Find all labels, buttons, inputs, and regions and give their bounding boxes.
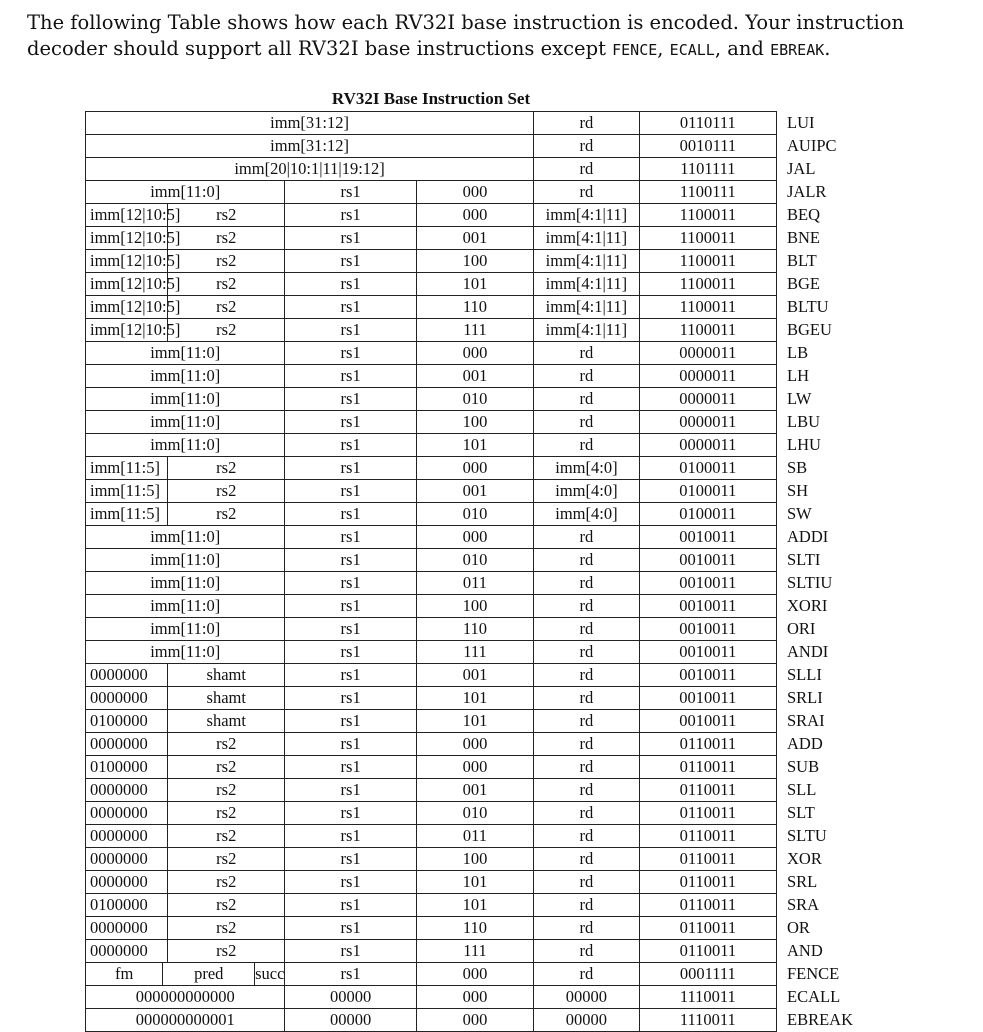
encoding-field: rs1: [285, 572, 416, 595]
encoding-field: rs1: [285, 779, 416, 802]
encoding-field: 000: [416, 181, 533, 204]
table-row: imm[12|10:5] rs2 rs1 100 imm[4:1|11] 1100011 BLT: [86, 250, 777, 273]
encoding-field: rs1: [285, 342, 416, 365]
encoding-field: 000: [416, 733, 533, 756]
encoding-field: rs1: [285, 710, 416, 733]
encoding-field: imm[11:0]: [86, 411, 285, 434]
rd-field: 00000: [534, 986, 640, 1009]
rd-field: rd: [534, 618, 640, 641]
encoding-field: 110: [416, 618, 533, 641]
encoding-field: imm[12|10:5]: [86, 227, 168, 250]
rd-field: rd: [534, 572, 640, 595]
encoding-field: rs1: [285, 641, 416, 664]
opcode-field: 0110011: [639, 940, 776, 963]
table-title: RV32I Base Instruction Set: [331, 89, 531, 108]
table-row: 0100000 shamt rs1 101 rd 0010011 SRAI: [86, 710, 777, 733]
encoding-field: rs2: [168, 756, 285, 779]
table-row: imm[11:5] rs2 rs1 001 imm[4:0] 0100011 SH: [86, 480, 777, 503]
opcode-field: 0000011: [639, 434, 776, 457]
intro-text: The following Table shows how each RV32I base instruction is encoded. Your instruction decoder should support all RV32I base instructions except: [27, 11, 905, 60]
encoding-field: imm[11:0]: [86, 618, 285, 641]
encoding-field: 000: [416, 204, 533, 227]
rd-field: rd: [534, 595, 640, 618]
table-row: imm[11:5] rs2 rs1 010 imm[4:0] 0100011 SW: [86, 503, 777, 526]
table-row: 0100000 rs2 rs1 101 rd 0110011 SRA: [86, 894, 777, 917]
table-row: imm[11:0] rs1 000 rd 1100111 JALR: [86, 181, 777, 204]
rd-field: rd: [534, 641, 640, 664]
opcode-field: 0110011: [639, 917, 776, 940]
encoding-field: rs2: [168, 480, 285, 503]
encoding-field: 100: [416, 848, 533, 871]
encoding-field: rs1: [285, 480, 416, 503]
encoding-field: 0000000: [86, 848, 168, 871]
rd-field: rd: [534, 526, 640, 549]
encoding-field: rs1: [285, 687, 416, 710]
encoding-field: shamt: [168, 664, 285, 687]
encoding-field: rs2: [168, 319, 285, 342]
encoding-field: rs1: [285, 411, 416, 434]
table-row: imm[11:0] rs1 101 rd 0000011 LHU: [86, 434, 777, 457]
opcode-field: 1100011: [639, 296, 776, 319]
rd-field: rd: [534, 963, 640, 986]
encoding-field: 100: [416, 411, 533, 434]
encoding-field: imm[11:0]: [86, 572, 285, 595]
encoding-field: imm[11:0]: [86, 641, 285, 664]
table-row: imm[20|10:1|11|19:12] rd 1101111 JAL: [86, 158, 777, 181]
encoding-field: imm[11:0]: [86, 342, 285, 365]
encoding-field: imm[12|10:5]: [86, 250, 168, 273]
fence-fm-field: fm: [86, 963, 163, 985]
encoding-field: rs2: [168, 250, 285, 273]
rd-field: rd: [534, 894, 640, 917]
rd-field: rd: [534, 733, 640, 756]
table-row: imm[11:0] rs1 111 rd 0010011 ANDI: [86, 641, 777, 664]
opcode-field: 0010011: [639, 687, 776, 710]
opcode-field: 0010011: [639, 595, 776, 618]
encoding-field: rs2: [168, 894, 285, 917]
rd-field: rd: [534, 549, 640, 572]
encoding-field: 000000000000: [86, 986, 285, 1009]
encoding-table-body: [86, 112, 853, 1032]
encoding-field: 0000000: [86, 779, 168, 802]
encoding-field: 0000000: [86, 871, 168, 894]
encoding-field: imm[12|10:5]: [86, 204, 168, 227]
opcode-field: 0110011: [639, 733, 776, 756]
table-row: imm[11:0] rs1 110 rd 0010011 ORI: [86, 618, 777, 641]
encoding-field: rs2: [168, 273, 285, 296]
encoding-field: 111: [416, 641, 533, 664]
opcode-field: 0010011: [639, 526, 776, 549]
opcode-field: 0010011: [639, 664, 776, 687]
encoding-field: imm[31:12]: [86, 135, 534, 158]
encoding-field: rs2: [168, 227, 285, 250]
encoding-field: 00000: [285, 986, 416, 1009]
opcode-field: 1100011: [639, 273, 776, 296]
encoding-field: imm[11:5]: [86, 480, 168, 503]
opcode-field: 0110011: [639, 848, 776, 871]
encoding-field: imm[11:0]: [86, 365, 285, 388]
rd-field: imm[4:1|11]: [534, 273, 640, 296]
encoding-field: 110: [416, 917, 533, 940]
encoding-field: rs1: [285, 733, 416, 756]
encoding-field: rs1: [285, 503, 416, 526]
encoding-field: 110: [416, 296, 533, 319]
table-row: 0100000 rs2 rs1 000 rd 0110011 SUB: [86, 756, 777, 779]
opcode-field: 0100011: [639, 457, 776, 480]
table-row: imm[12|10:5] rs2 rs1 111 imm[4:1|11] 1100011 BGEU: [86, 319, 777, 342]
encoding-field: 011: [416, 572, 533, 595]
rs1-field: rs1: [285, 963, 416, 986]
encoding-field: 000: [416, 1009, 533, 1032]
encoding-field: imm[11:0]: [86, 549, 285, 572]
encoding-field: 0000000: [86, 825, 168, 848]
encoding-field: rs1: [285, 250, 416, 273]
rd-field: rd: [534, 687, 640, 710]
opcode-field: 0000011: [639, 411, 776, 434]
encoding-field: rs1: [285, 457, 416, 480]
opcode-field: 1110011: [639, 986, 776, 1009]
opcode-field: 0010011: [639, 710, 776, 733]
encoding-field: 010: [416, 549, 533, 572]
encoding-field: 000: [416, 457, 533, 480]
table-row: 000000000000 00000 000 00000 1110011 ECALL: [86, 986, 777, 1009]
encoding-field: 0000000: [86, 733, 168, 756]
encoding-field: 0000000: [86, 940, 168, 963]
encoding-field: rs1: [285, 227, 416, 250]
opcode-field: 0001111: [639, 963, 776, 986]
table-row: imm[11:0] rs1 000 rd 0000011 LB: [86, 342, 777, 365]
encoding-field: 111: [416, 940, 533, 963]
table-row: 0000000 rs2 rs1 000 rd 0110011 ADD: [86, 733, 777, 756]
table-row: 0000000 rs2 rs1 010 rd 0110011 SLT: [86, 802, 777, 825]
encoding-field: 001: [416, 227, 533, 250]
opcode-field: 0110011: [639, 756, 776, 779]
table-row: imm[11:0] rs1 100 rd 0000011 LBU: [86, 411, 777, 434]
opcode-field: 1100011: [639, 204, 776, 227]
encoding-field: rs2: [168, 503, 285, 526]
opcode-field: 0110011: [639, 825, 776, 848]
opcode-field: 1101111: [639, 158, 776, 181]
rd-field: rd: [534, 848, 640, 871]
encoding-field: shamt: [168, 687, 285, 710]
intro-code-ecall: ECALL: [669, 41, 715, 59]
encoding-field: 0000000: [86, 802, 168, 825]
rd-field: imm[4:0]: [534, 503, 640, 526]
table-row: 0000000 rs2 rs1 100 rd 0110011 XOR: [86, 848, 777, 871]
rd-field: imm[4:1|11]: [534, 204, 640, 227]
encoding-field: rs2: [168, 779, 285, 802]
encoding-field: rs1: [285, 365, 416, 388]
encoding-field: imm[12|10:5]: [86, 273, 168, 296]
rd-field: rd: [534, 917, 640, 940]
table-row: imm[12|10:5] rs2 rs1 000 imm[4:1|11] 1100011 BEQ: [86, 204, 777, 227]
encoding-field: 000000000001: [86, 1009, 285, 1032]
table-row: 0000000 rs2 rs1 011 rd 0110011 SLTU: [86, 825, 777, 848]
encoding-field: rs2: [168, 457, 285, 480]
encoding-field: 0000000: [86, 687, 168, 710]
rd-field: rd: [534, 434, 640, 457]
intro-code-fence: FENCE: [612, 41, 658, 59]
encoding-field: 001: [416, 664, 533, 687]
encoding-field: rs2: [168, 204, 285, 227]
encoding-field: rs2: [168, 848, 285, 871]
rd-field: rd: [534, 779, 640, 802]
table-row: imm[31:12] rd 0010111 AUIPC: [86, 135, 777, 158]
encoding-field: 0100000: [86, 756, 168, 779]
table-row: 0000000 rs2 rs1 101 rd 0110011 SRL: [86, 871, 777, 894]
encoding-field: rs1: [285, 871, 416, 894]
intro-paragraph: [27, 10, 957, 63]
encoding-field: 001: [416, 365, 533, 388]
opcode-field: 0010011: [639, 618, 776, 641]
table-row: imm[12|10:5] rs2 rs1 110 imm[4:1|11] 1100011 BLTU: [86, 296, 777, 319]
rd-field: rd: [534, 342, 640, 365]
rd-field: rd: [534, 112, 640, 135]
encoding-field: imm[11:5]: [86, 457, 168, 480]
opcode-field: 0110011: [639, 894, 776, 917]
encoding-field: rs2: [168, 871, 285, 894]
encoding-field: rs1: [285, 319, 416, 342]
encoding-field: 010: [416, 802, 533, 825]
rd-field: rd: [534, 756, 640, 779]
rd-field: rd: [534, 158, 640, 181]
encoding-field: shamt: [168, 710, 285, 733]
encoding-field: rs1: [285, 549, 416, 572]
encoding-field: 100: [416, 595, 533, 618]
encoding-field: 000: [416, 526, 533, 549]
opcode-field: 0000011: [639, 342, 776, 365]
table-row: imm[11:0] rs1 001 rd 0000011 LH: [86, 365, 777, 388]
encoding-field: rs2: [168, 825, 285, 848]
encoding-field: 000: [416, 756, 533, 779]
encoding-field: 011: [416, 825, 533, 848]
rd-field: imm[4:0]: [534, 480, 640, 503]
encoding-field: rs2: [168, 296, 285, 319]
rd-field: rd: [534, 825, 640, 848]
rd-field: imm[4:1|11]: [534, 227, 640, 250]
encoding-field: rs1: [285, 204, 416, 227]
encoding-field: 100: [416, 250, 533, 273]
encoding-field: imm[11:5]: [86, 503, 168, 526]
encoding-field: 001: [416, 480, 533, 503]
rd-field: 00000: [534, 1009, 640, 1032]
opcode-field: 0110011: [639, 871, 776, 894]
encoding-field: imm[11:0]: [86, 388, 285, 411]
encoding-field: rs1: [285, 756, 416, 779]
table-row: 0000000 rs2 rs1 110 rd 0110011 OR: [86, 917, 777, 940]
opcode-field: 1100011: [639, 250, 776, 273]
encoding-field: imm[12|10:5]: [86, 296, 168, 319]
table-row: imm[11:0] rs1 010 rd 0010011 SLTI: [86, 549, 777, 572]
table-row: 000000000001 00000 000 00000 1110011 EBREAK: [86, 1009, 777, 1032]
rd-field: rd: [534, 802, 640, 825]
rd-field: rd: [534, 664, 640, 687]
encoding-field: 111: [416, 319, 533, 342]
intro-sep-2: , and: [714, 37, 771, 60]
fence-pred-field: pred: [163, 963, 255, 985]
encoding-field: rs1: [285, 273, 416, 296]
encoding-field: rs1: [285, 894, 416, 917]
opcode-field: 0010011: [639, 549, 776, 572]
encoding-field: imm[11:0]: [86, 526, 285, 549]
encoding-field: 101: [416, 273, 533, 296]
table-row: imm[11:0] rs1 000 rd 0010011 ADDI: [86, 526, 777, 549]
rd-field: rd: [534, 940, 640, 963]
encoding-field: 000: [416, 342, 533, 365]
table-row: imm[11:5] rs2 rs1 000 imm[4:0] 0100011 SB: [86, 457, 777, 480]
encoding-field: rs1: [285, 940, 416, 963]
rd-field: rd: [534, 181, 640, 204]
table-row: 0000000 shamt rs1 101 rd 0010011 SRLI: [86, 687, 777, 710]
encoding-field: imm[11:0]: [86, 181, 285, 204]
encoding-field: 0100000: [86, 894, 168, 917]
encoding-field: 0100000: [86, 710, 168, 733]
opcode-field: 0110011: [639, 802, 776, 825]
encoding-field: rs1: [285, 848, 416, 871]
opcode-field: 0010011: [639, 641, 776, 664]
encoding-field: rs1: [285, 434, 416, 457]
encoding-field: 010: [416, 388, 533, 411]
encoding-field: rs1: [285, 595, 416, 618]
encoding-field: rs1: [285, 802, 416, 825]
encoding-field: rs1: [285, 181, 416, 204]
rd-field: imm[4:0]: [534, 457, 640, 480]
encoding-field: imm[11:0]: [86, 595, 285, 618]
encoding-field: 00000: [285, 1009, 416, 1032]
encoding-field: rs2: [168, 940, 285, 963]
rd-field: rd: [534, 388, 640, 411]
rd-field: imm[4:1|11]: [534, 250, 640, 273]
encoding-field: imm[20|10:1|11|19:12]: [86, 158, 534, 181]
encoding-field: rs1: [285, 526, 416, 549]
encoding-field: 101: [416, 894, 533, 917]
opcode-field: 0000011: [639, 388, 776, 411]
opcode-field: 1100011: [639, 319, 776, 342]
opcode-field: 0100011: [639, 480, 776, 503]
rd-field: imm[4:1|11]: [534, 296, 640, 319]
opcode-field: 0000011: [639, 365, 776, 388]
encoding-field: 000: [416, 986, 533, 1009]
table-row: fm pred succ rs1 000 rd 0001111 FENCE: [86, 963, 777, 986]
opcode-field: 1100011: [639, 227, 776, 250]
encoding-field: 010: [416, 503, 533, 526]
encoding-field: rs2: [168, 733, 285, 756]
rd-field: imm[4:1|11]: [534, 319, 640, 342]
intro-code-ebreak: EBREAK: [770, 41, 825, 59]
encoding-field: imm[11:0]: [86, 434, 285, 457]
encoding-field: rs1: [285, 917, 416, 940]
table-row: imm[11:0] rs1 010 rd 0000011 LW: [86, 388, 777, 411]
rd-field: rd: [534, 871, 640, 894]
rd-field: rd: [534, 710, 640, 733]
encoding-field: 101: [416, 434, 533, 457]
opcode-field: 0010011: [639, 572, 776, 595]
encoding-field: imm[31:12]: [86, 112, 534, 135]
encoding-field: imm[12|10:5]: [86, 319, 168, 342]
table-row: imm[12|10:5] rs2 rs1 101 imm[4:1|11] 1100011 BGE: [86, 273, 777, 296]
opcode-field: 0110011: [639, 779, 776, 802]
rd-field: rd: [534, 365, 640, 388]
encoding-field: rs2: [168, 802, 285, 825]
encoding-field: 0000000: [86, 664, 168, 687]
rd-field: rd: [534, 411, 640, 434]
fence-fields-cell: [86, 963, 285, 986]
table-row: imm[12|10:5] rs2 rs1 001 imm[4:1|11] 1100011 BNE: [86, 227, 777, 250]
intro-sep-1: ,: [657, 37, 670, 60]
table-row: imm[11:0] rs1 100 rd 0010011 XORI: [86, 595, 777, 618]
rd-field: rd: [534, 135, 640, 158]
table-row: imm[31:12] rd 0110111 LUI: [86, 112, 777, 135]
encoding-field: 101: [416, 710, 533, 733]
encoding-field: 101: [416, 687, 533, 710]
encoding-field: rs1: [285, 388, 416, 411]
table-row: 0000000 rs2 rs1 001 rd 0110011 SLL: [86, 779, 777, 802]
encoding-field: rs1: [285, 825, 416, 848]
instruction-encoding-table: [85, 111, 853, 1032]
opcode-field: 1110011: [639, 1009, 776, 1032]
encoding-field: rs1: [285, 296, 416, 319]
funct3-field: 000: [416, 963, 533, 986]
fence-succ-field: succ: [255, 964, 285, 983]
opcode-field: 0010111: [639, 135, 776, 158]
encoding-field: rs2: [168, 917, 285, 940]
encoding-field: rs1: [285, 618, 416, 641]
table-row: imm[11:0] rs1 011 rd 0010011 SLTIU: [86, 572, 777, 595]
table-row: 0000000 shamt rs1 001 rd 0010011 SLLI: [86, 664, 777, 687]
encoding-field: rs1: [285, 664, 416, 687]
encoding-field: 101: [416, 871, 533, 894]
encoding-field: 001: [416, 779, 533, 802]
opcode-field: 0110111: [639, 112, 776, 135]
table-row: 0000000 rs2 rs1 111 rd 0110011 AND: [86, 940, 777, 963]
encoding-field: 0000000: [86, 917, 168, 940]
opcode-field: 1100111: [639, 181, 776, 204]
opcode-field: 0100011: [639, 503, 776, 526]
intro-end: .: [824, 37, 831, 60]
